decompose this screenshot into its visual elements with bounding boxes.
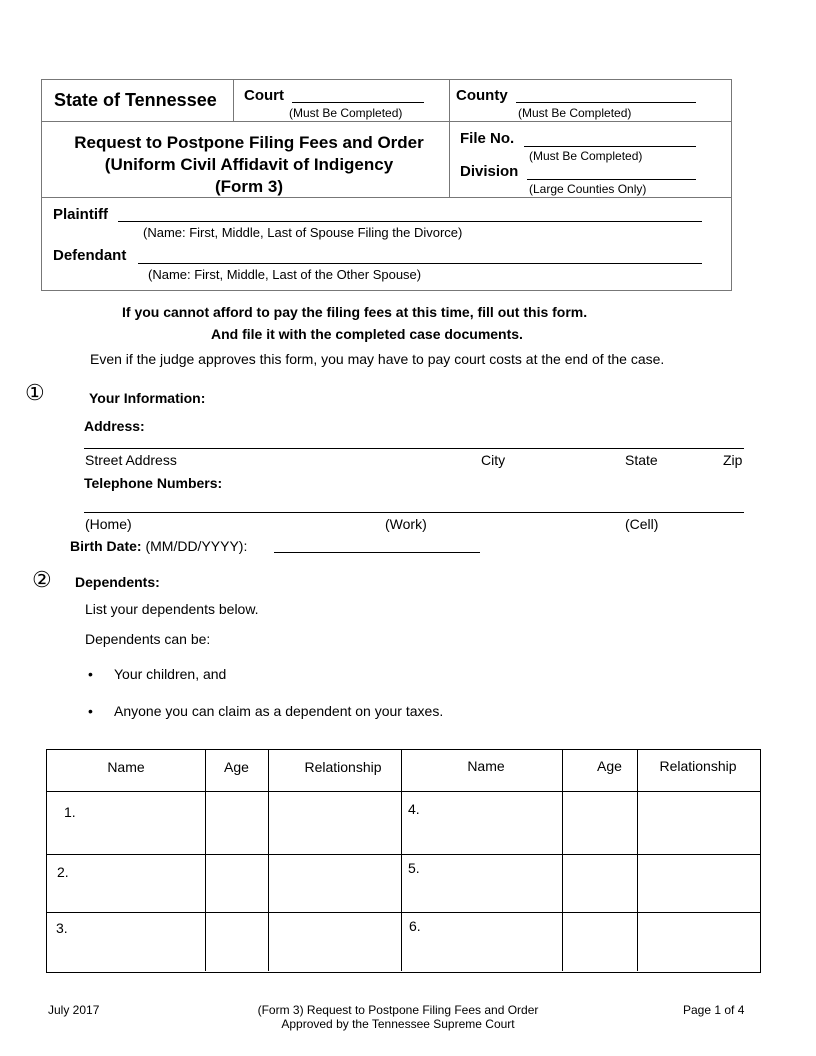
dependents-line2: Dependents can be: xyxy=(85,631,211,647)
col-header-age: Age xyxy=(224,759,249,775)
section2-title: Dependents: xyxy=(75,574,160,590)
footer-center-line1: (Form 3) Request to Postpone Filing Fees and Order xyxy=(257,1003,539,1017)
header-divider-1 xyxy=(42,121,731,122)
row-number: 5. xyxy=(408,860,420,876)
defendant-label: Defendant xyxy=(53,247,127,264)
birth-format: (MM/DD/YYYY): xyxy=(145,538,248,554)
footer-center xyxy=(208,1003,588,1031)
state-title: State of Tennessee xyxy=(54,90,217,110)
dependents-table xyxy=(46,749,761,973)
table-hline xyxy=(47,854,760,855)
work-label: (Work) xyxy=(385,516,427,532)
address-label: Address: xyxy=(84,418,145,434)
file-no-field[interactable] xyxy=(524,146,696,147)
table-hline xyxy=(47,791,760,792)
intro-line3: Even if the judge approves this form, you may have to pay court costs at the end of the case. xyxy=(90,351,665,367)
phone-label: Telephone Numbers: xyxy=(84,475,223,491)
zip-label: Zip xyxy=(723,452,743,468)
bullet-text: Anyone you can claim as a dependent on your taxes. xyxy=(114,703,444,719)
section2-number: ② xyxy=(32,567,52,592)
footer-center-line2: Approved by the Tennessee Supreme Court xyxy=(281,1017,515,1031)
bullet-1 xyxy=(88,666,226,682)
address-field[interactable] xyxy=(84,448,744,449)
cell-label: (Cell) xyxy=(625,516,659,532)
file-no-note: (Must Be Completed) xyxy=(529,149,643,163)
plaintiff-field[interactable] xyxy=(118,221,702,222)
intro-line2: And file it with the completed case documents. xyxy=(211,326,523,342)
col-header-name: Name xyxy=(467,758,505,774)
birth-label: Birth Date: xyxy=(70,538,142,554)
county-field[interactable] xyxy=(516,102,696,103)
intro-line1a: If you cannot afford to pay the filing fees at this time, xyxy=(122,304,474,320)
state-label: State xyxy=(625,452,658,468)
form-title-line1: Request to Postpone Filing Fees and Order xyxy=(74,133,424,152)
division-note: (Large Counties Only) xyxy=(529,182,647,196)
col-header-name: Name xyxy=(107,759,145,775)
bullet-dot: • xyxy=(88,666,93,682)
row-number: 4. xyxy=(408,801,420,817)
dependents-line1: List your dependents below. xyxy=(85,601,259,617)
intro-line1 xyxy=(122,304,587,320)
row-number: 6. xyxy=(409,918,421,934)
section1-title: Your Information: xyxy=(89,390,206,406)
plaintiff-note: (Name: First, Middle, Last of Spouse Filing the Divorce) xyxy=(143,225,463,240)
plaintiff-label: Plaintiff xyxy=(53,206,108,223)
bullet-dot: • xyxy=(88,703,93,719)
form-title xyxy=(44,132,454,198)
defendant-note: (Name: First, Middle, Last of the Other Spouse) xyxy=(148,267,422,282)
home-label: (Home) xyxy=(85,516,132,532)
row-number: 2. xyxy=(57,864,69,880)
city-label: City xyxy=(481,452,506,468)
col-header-age: Age xyxy=(597,758,622,774)
street-label: Street Address xyxy=(85,452,177,468)
county-label: County xyxy=(456,87,508,104)
form-title-line3: (Form 3) xyxy=(215,177,283,196)
phone-field[interactable] xyxy=(84,512,744,513)
col-header-relationship: Relationship xyxy=(304,759,382,775)
court-note: (Must Be Completed) xyxy=(289,106,403,120)
birth-date-row xyxy=(70,538,247,554)
division-label: Division xyxy=(460,163,519,180)
birth-date-field[interactable] xyxy=(274,552,480,553)
court-label: Court xyxy=(244,87,284,104)
defendant-field[interactable] xyxy=(138,263,702,264)
section1-number: ① xyxy=(25,380,45,405)
form-title-line2: (Uniform Civil Affidavit of Indigency xyxy=(104,155,394,174)
file-no-label: File No. xyxy=(460,130,515,147)
footer-page: Page 1 of 4 xyxy=(683,1003,745,1017)
table-vline xyxy=(637,750,638,971)
county-note: (Must Be Completed) xyxy=(518,106,632,120)
table-hline xyxy=(47,912,760,913)
bullet-2 xyxy=(88,703,443,719)
bullet-text: Your children, and xyxy=(114,666,227,682)
court-field[interactable] xyxy=(292,102,424,103)
table-vline xyxy=(562,750,563,971)
col-header-relationship: Relationship xyxy=(659,758,737,774)
division-field[interactable] xyxy=(527,179,696,180)
table-vline xyxy=(205,750,206,971)
intro-line1b: fill out this form. xyxy=(477,304,588,320)
header-vdivider-1 xyxy=(233,80,234,121)
table-vline xyxy=(401,750,402,971)
row-number: 3. xyxy=(56,920,68,936)
row-number: 1. xyxy=(64,804,76,820)
footer-date: July 2017 xyxy=(48,1003,100,1017)
table-vline xyxy=(268,750,269,971)
